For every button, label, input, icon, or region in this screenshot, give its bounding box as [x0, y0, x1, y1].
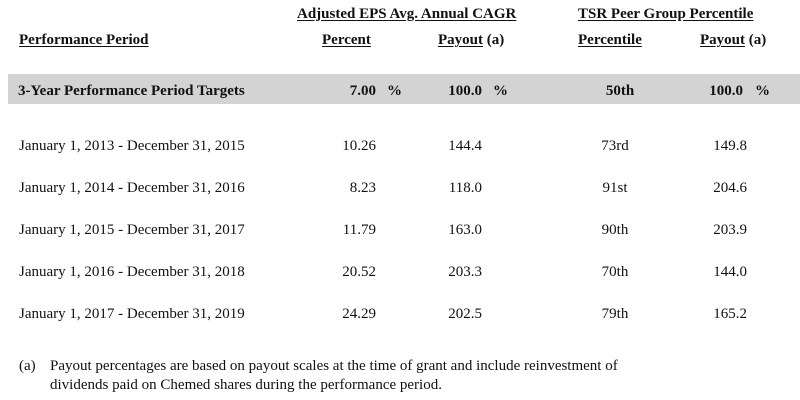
row-tsr-percentile: 90th	[601, 222, 629, 238]
row-eps-payout: 144.4	[448, 138, 482, 154]
row-tsr-percentile: 70th	[601, 264, 629, 280]
targets-eps-percent: 7.00	[349, 83, 376, 99]
row-eps-payout: 203.3	[448, 264, 482, 280]
tsr-payout-header: Payout	[700, 32, 745, 48]
tsr-group-header: TSR Peer Group Percentile	[578, 6, 754, 22]
eps-payout-header-cell	[438, 31, 504, 49]
tsr-percentile-header: Percentile	[578, 32, 642, 48]
row-eps-payout: 163.0	[448, 222, 482, 238]
performance-period-header: Performance Period	[19, 32, 149, 48]
eps-cagr-group-header: Adjusted EPS Avg. Annual CAGR	[297, 6, 517, 22]
footnote-mark: (a)	[19, 358, 36, 374]
targets-eps-payout-sign: %	[493, 83, 508, 99]
eps-payout-header: Payout	[438, 32, 483, 48]
targets-tsr-payout-sign: %	[755, 83, 770, 99]
row-period: January 1, 2013 - December 31, 2015	[19, 138, 245, 154]
targets-eps-payout: 100.0	[448, 83, 482, 99]
targets-label: 3-Year Performance Period Targets	[18, 83, 245, 99]
row-tsr-payout: 203.9	[713, 222, 747, 238]
footnote-line-2: dividends paid on Chemed shares during the performance period.	[50, 377, 442, 393]
row-tsr-percentile: 73rd	[601, 138, 629, 154]
targets-eps-percent-sign: %	[387, 83, 402, 99]
footnote-line-1: Payout percentages are based on payout scales at the time of grant and include reinvestment of	[50, 358, 618, 374]
row-period: January 1, 2017 - December 31, 2019	[19, 306, 245, 322]
row-eps-percent: 11.79	[342, 222, 376, 238]
row-tsr-payout: 149.8	[713, 138, 747, 154]
row-tsr-payout: 144.0	[713, 264, 747, 280]
targets-tsr-percentile: 50th	[605, 83, 635, 99]
row-tsr-payout: 204.6	[713, 180, 747, 196]
row-tsr-percentile: 79th	[601, 306, 629, 322]
row-eps-percent: 8.23	[349, 180, 376, 196]
row-tsr-payout: 165.2	[713, 306, 747, 322]
row-tsr-percentile: 91st	[602, 180, 628, 196]
targets-tsr-payout: 100.0	[709, 83, 743, 99]
row-eps-percent: 10.26	[342, 138, 376, 154]
row-eps-percent: 24.29	[342, 306, 376, 322]
row-eps-payout: 118.0	[448, 180, 482, 196]
eps-percent-header: Percent	[322, 32, 371, 48]
row-period: January 1, 2015 - December 31, 2017	[19, 222, 245, 238]
tsr-payout-note-mark: (a)	[748, 32, 767, 48]
row-eps-percent: 20.52	[342, 264, 376, 280]
eps-payout-note-mark: (a)	[486, 32, 505, 48]
tsr-payout-header-cell	[700, 31, 766, 49]
row-period: January 1, 2014 - December 31, 2016	[19, 180, 245, 196]
row-eps-payout: 202.5	[448, 306, 482, 322]
row-period: January 1, 2016 - December 31, 2018	[19, 264, 245, 280]
